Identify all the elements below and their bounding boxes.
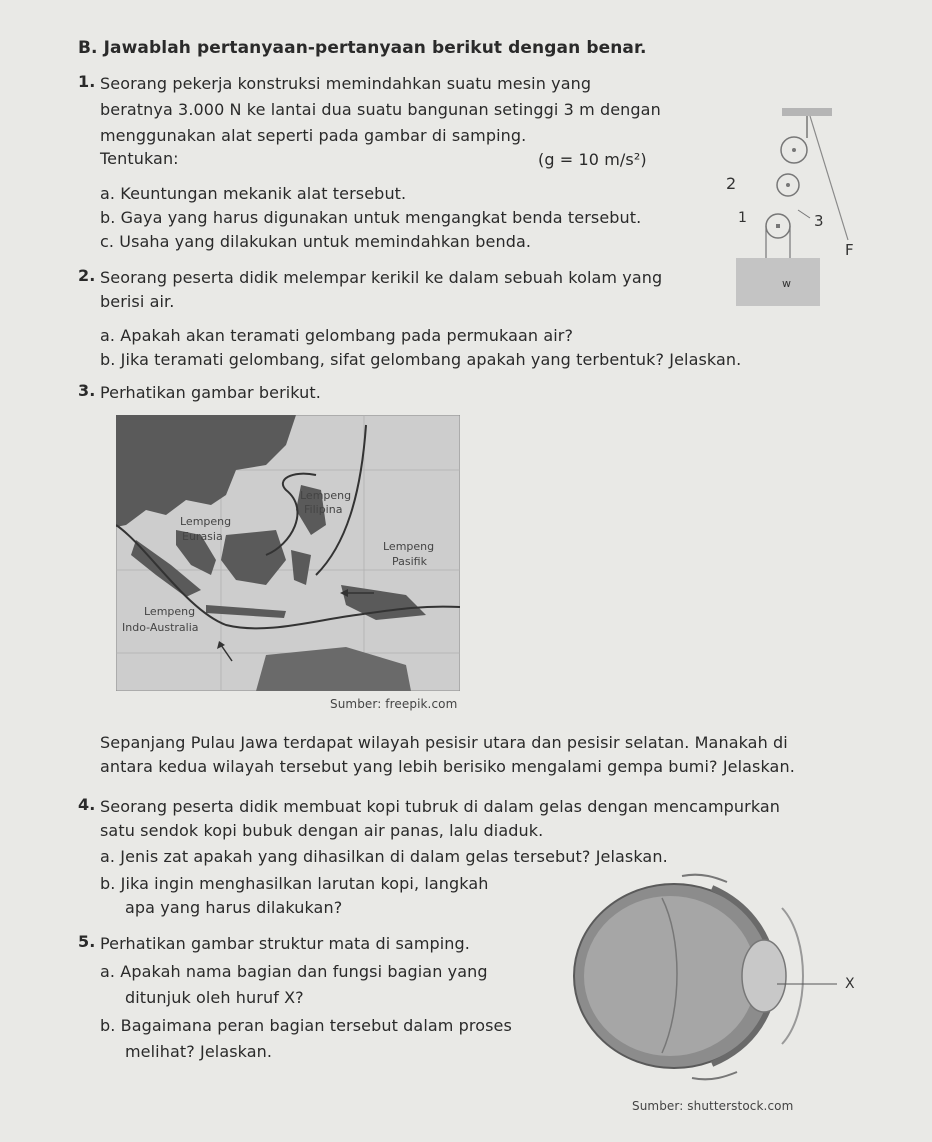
q3-intro: Perhatikan gambar berikut. (100, 383, 321, 402)
map-source: Sumber: freepik.com (330, 697, 458, 711)
pulley-bottom-axle (776, 224, 780, 228)
q4-line-2: satu sendok kopi bubuk dengan air panas, lalu diaduk. (100, 821, 544, 840)
q1-line-3: menggunakan alat seperti pada gambar di samping. (100, 126, 527, 145)
rope-3 (798, 210, 810, 218)
label-f: F (845, 241, 854, 259)
q1-line-1: Seorang pekerja konstruksi memindahkan suatu mesin yang (100, 74, 592, 93)
q4-item-a: a. Jenis zat apakah yang dihasilkan di dalam gelas tersebut? Jelaskan. (100, 847, 668, 866)
label-3: 3 (814, 212, 824, 230)
q3-line-2: antara kedua wilayah tersebut yang lebih berisiko mengalami gempa bumi? Jelaskan. (100, 757, 795, 776)
muscle-bottom (692, 1072, 737, 1079)
label-1: 1 (738, 210, 747, 226)
q4-item-b: b. Jika ingin menghasilkan larutan kopi, langkah (100, 874, 489, 893)
tectonic-map (116, 415, 460, 691)
label-pasifik-1: Lempeng (383, 540, 435, 553)
pulley-top-axle (792, 148, 796, 152)
label-eurasia-2: Eurasia (182, 530, 223, 543)
q2-line-1: Seorang peserta didik melempar kerikil ke dalam sebuah kolam yang (100, 268, 663, 287)
ceiling-beam (782, 108, 832, 116)
label-indo-2: Indo-Australia (122, 621, 199, 634)
q1-line-4: Tentukan: (100, 149, 179, 168)
q1-item-b: b. Gaya yang harus digunakan untuk mengangkat benda tersebut. (100, 208, 642, 227)
q1-number: 1. (78, 72, 96, 91)
eye-source: Sumber: shutterstock.com (632, 1099, 794, 1113)
label-pasifik-2: Pasifik (392, 555, 427, 568)
q3-line-1: Sepanjang Pulau Jawa terdapat wilayah pesisir utara dan pesisir selatan. Manakah di (100, 733, 788, 752)
q5-item-a: a. Apakah nama bagian dan fungsi bagian yang (100, 962, 488, 981)
q4-line-1: Seorang peserta didik membuat kopi tubruk di dalam gelas dengan mencampurkan (100, 797, 781, 816)
label-filipina-1: Lempeng (300, 489, 352, 502)
q4-number: 4. (78, 795, 96, 814)
label-filipina-2: Filipina (304, 503, 343, 516)
q2-item-a: a. Apakah akan teramati gelombang pada permukaan air? (100, 326, 574, 345)
q5-item-b: b. Bagaimana peran bagian tersebut dalam proses (100, 1016, 512, 1035)
q1-formula: (g = 10 m/s²) (538, 150, 647, 169)
muscle-top (682, 875, 727, 882)
label-w: w (782, 277, 791, 290)
section-title: B. Jawablah pertanyaan-pertanyaan berikut dengan benar. (78, 38, 647, 58)
q2-number: 2. (78, 266, 96, 285)
q5-item-b-cont: melihat? Jelaskan. (125, 1042, 273, 1061)
weight-box (736, 258, 820, 306)
label-indo-1: Lempeng (144, 605, 196, 618)
q1-item-c: c. Usaha yang dilakukan untuk memindahkan benda. (100, 232, 532, 251)
label-x: X (845, 976, 855, 992)
q3-number: 3. (78, 381, 96, 400)
q5-number: 5. (78, 932, 96, 951)
q5-item-a-cont: ditunjuk oleh huruf X? (125, 988, 304, 1007)
eye-figure (552, 868, 882, 1090)
q4-item-b-cont: apa yang harus dilakukan? (125, 898, 343, 917)
label-eurasia-1: Lempeng (180, 515, 232, 528)
pulley-middle-axle (786, 183, 790, 187)
q5-intro: Perhatikan gambar struktur mata di samping. (100, 934, 470, 953)
q1-item-a: a. Keuntungan mekanik alat tersebut. (100, 184, 407, 203)
pulley-figure (700, 100, 860, 315)
eye-lens (742, 940, 786, 1012)
label-2: 2 (726, 174, 737, 193)
q2-line-2: berisi air. (100, 292, 175, 311)
q1-line-2: beratnya 3.000 N ke lantai dua suatu bangunan setinggi 3 m dengan (100, 100, 661, 119)
q2-item-b: b. Jika teramati gelombang, sifat gelombang apakah yang terbentuk? Jelaskan. (100, 350, 742, 369)
